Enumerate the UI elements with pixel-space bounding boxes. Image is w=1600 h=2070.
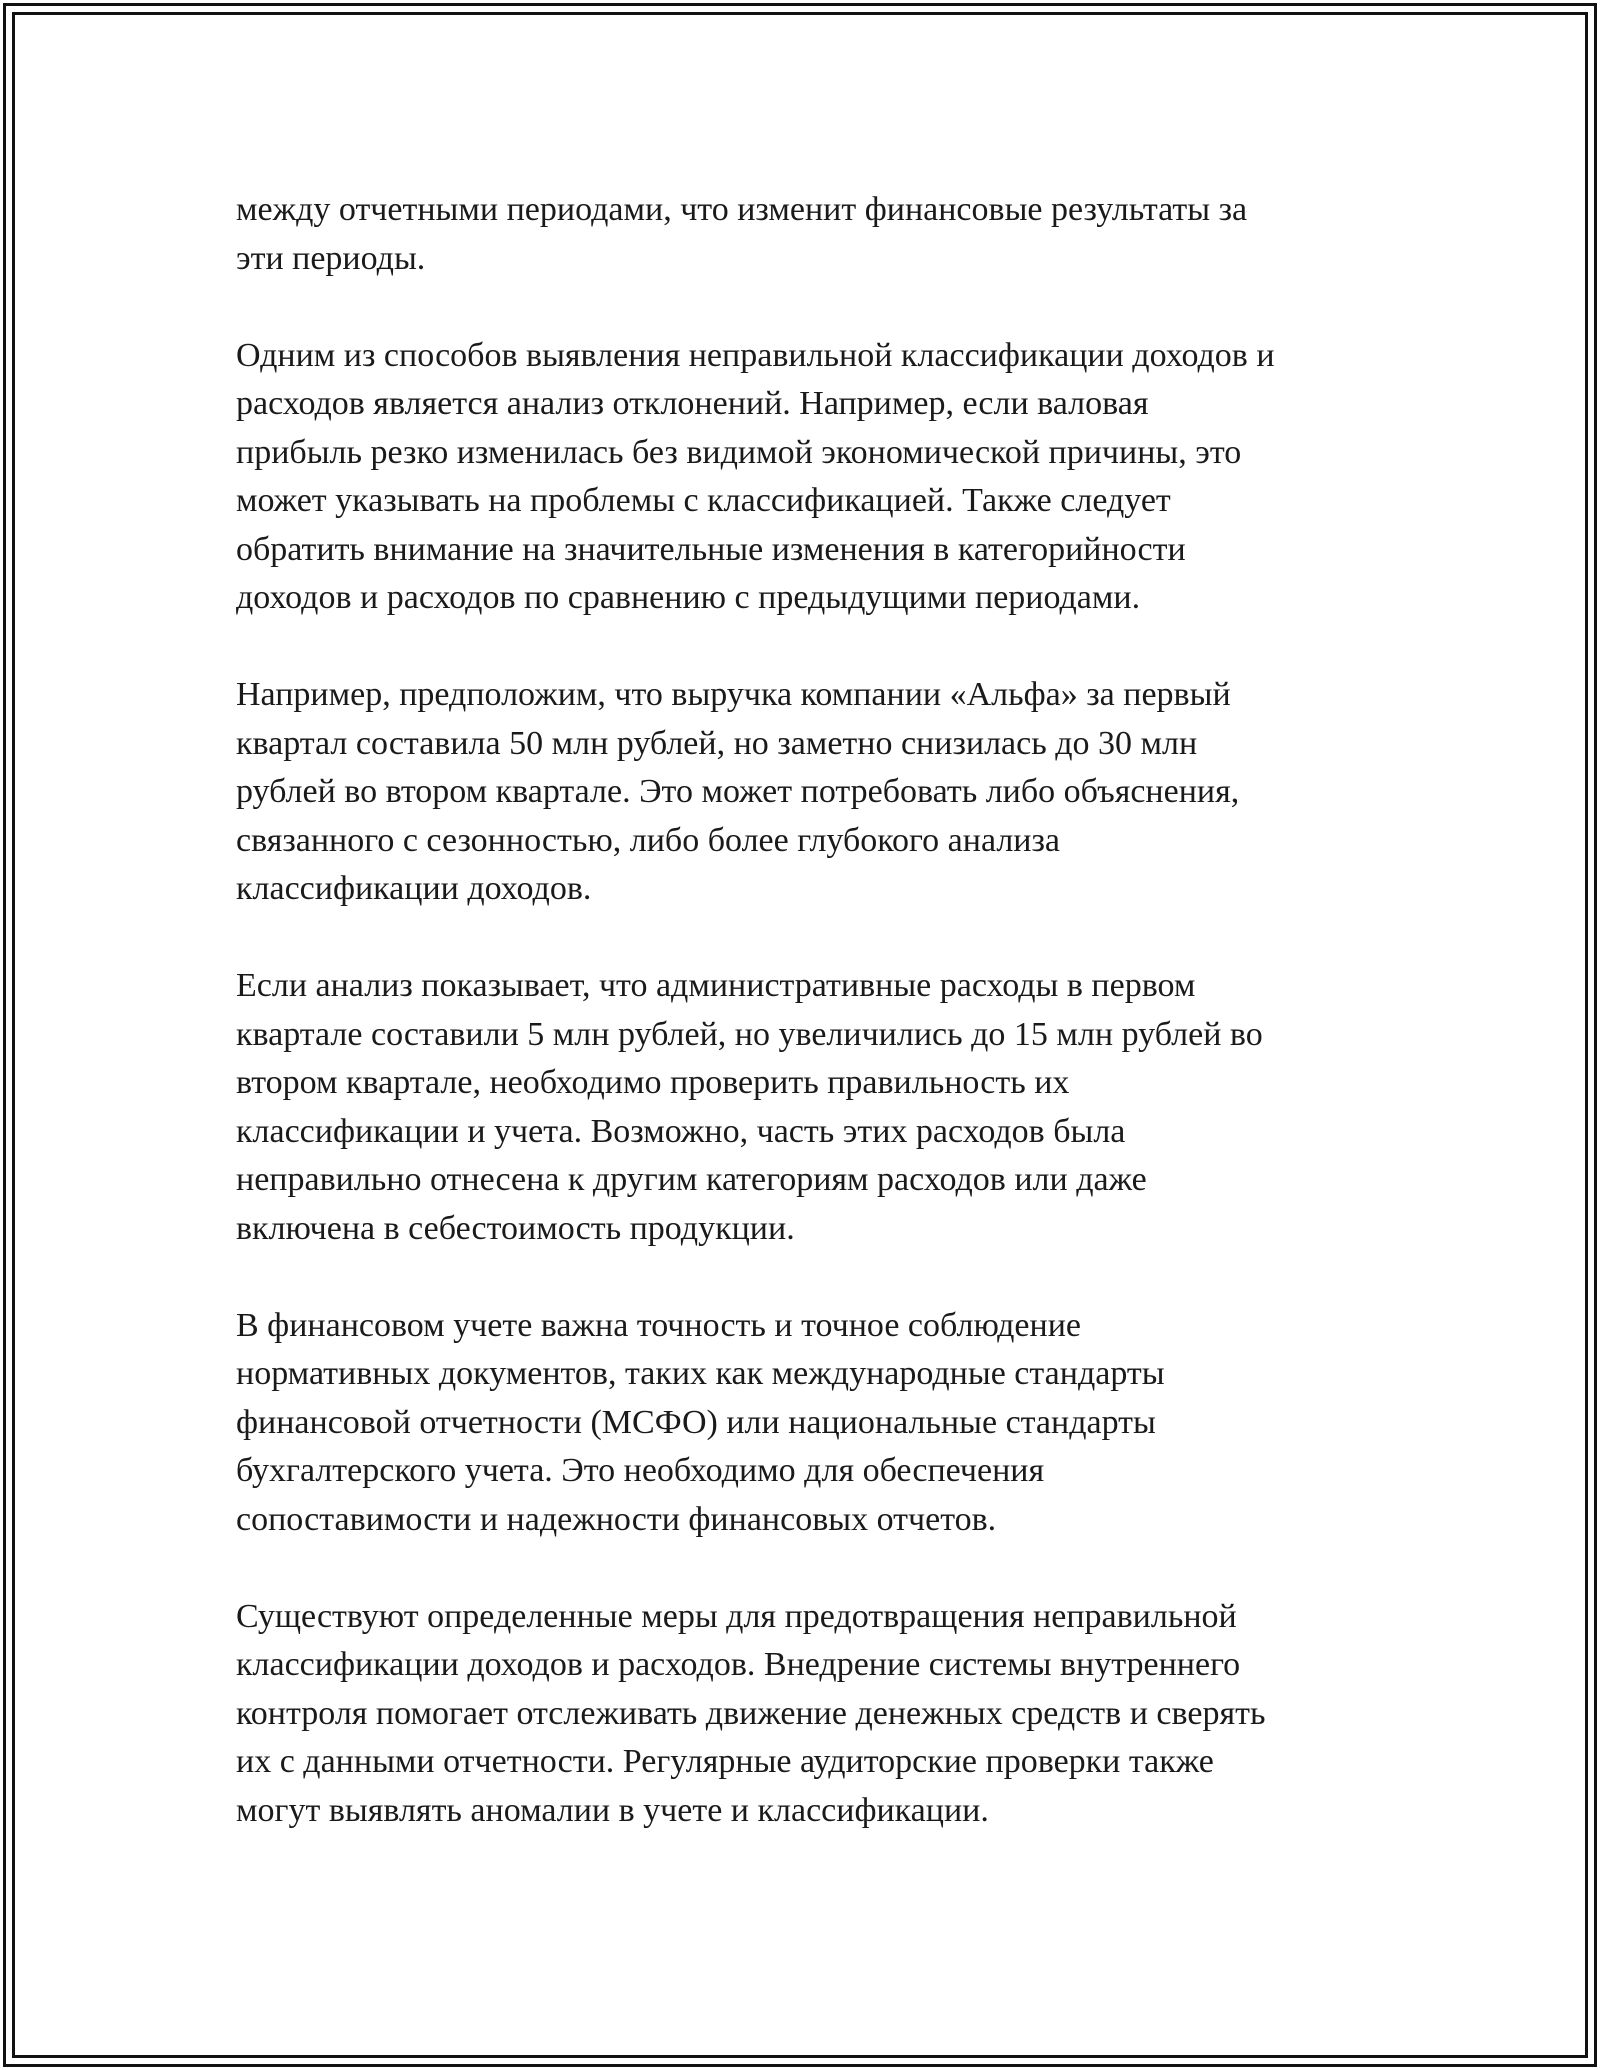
text-line: бухгалтерского учета. Это необходимо для обеспечения — [236, 1452, 1045, 1489]
text-line: Если анализ показывает, что административные расходы в первом — [236, 967, 1196, 1004]
text-line: сопоставимости и надежности финансовых отчетов. — [236, 1500, 997, 1538]
paragraph-6 — [236, 1593, 1396, 1836]
text-line: контроля помогает отслеживать движение денежных средств и сверять — [236, 1694, 1266, 1732]
text-line: между отчетными периодами, что изменит финансовые результаты за — [236, 191, 1248, 228]
text-line: классификации доходов. — [236, 870, 592, 907]
text-line: доходов и расходов по сравнению с предыдущими периодами. — [236, 579, 1141, 616]
text-line: квартал составила 50 млн рублей, но заметно снизилась до 30 млн — [236, 724, 1198, 762]
text-line: Одним из способов выявления неправильной классификации доходов и — [236, 336, 1275, 374]
paragraph-5 — [236, 1302, 1396, 1545]
text-line: обратить внимание на значительные изменения в категорийности — [236, 530, 1186, 568]
text-line: Существуют определенные меры для предотвращения неправильной — [236, 1597, 1237, 1635]
text-line: могут выявлять аномалии в учете и классификации. — [236, 1791, 989, 1829]
paragraph-1 — [236, 186, 1396, 283]
text-line: эти периоды. — [236, 239, 426, 277]
text-line: их с данными отчетности. Регулярные аудиторские проверки также — [236, 1743, 1214, 1780]
text-line: нормативных документов, таких как международные стандарты — [236, 1355, 1165, 1392]
text-line: классификации доходов и расходов. Внедрение системы внутреннего — [236, 1646, 1241, 1683]
text-line: связанного с сезонностью, либо более глубокого анализа — [236, 821, 1061, 859]
text-line: В финансовом учете важна точность и точное соблюдение — [236, 1306, 1081, 1344]
paragraph-3 — [236, 671, 1396, 914]
text-line: втором квартале, необходимо проверить правильность их — [236, 1064, 1070, 1101]
text-line: расходов является анализ отклонений. Например, если валовая — [236, 385, 1149, 422]
text-line: рублей во втором квартале. Это может потребовать либо объяснения, — [236, 773, 1240, 810]
text-line: может указывать на проблемы с классификацией. Также следует — [236, 482, 1171, 519]
paragraph-4 — [236, 962, 1396, 1253]
text-line: неправильно отнесена к другим категориям расходов или даже — [236, 1161, 1147, 1198]
text-line: классификации и учета. Возможно, часть этих расходов была — [236, 1112, 1126, 1150]
text-line: включена в себестоимость продукции. — [236, 1209, 795, 1247]
text-line: прибыль резко изменилась без видимой экономической причины, это — [236, 433, 1242, 471]
document-body — [236, 186, 1396, 1884]
text-line: Например, предположим, что выручка компании «Альфа» за первый — [236, 676, 1231, 713]
paragraph-2 — [236, 332, 1396, 623]
text-line: финансовой отчетности (МСФО) или национальные стандарты — [236, 1403, 1156, 1441]
text-line: квартале составили 5 млн рублей, но увеличились до 15 млн рублей во — [236, 1015, 1263, 1053]
